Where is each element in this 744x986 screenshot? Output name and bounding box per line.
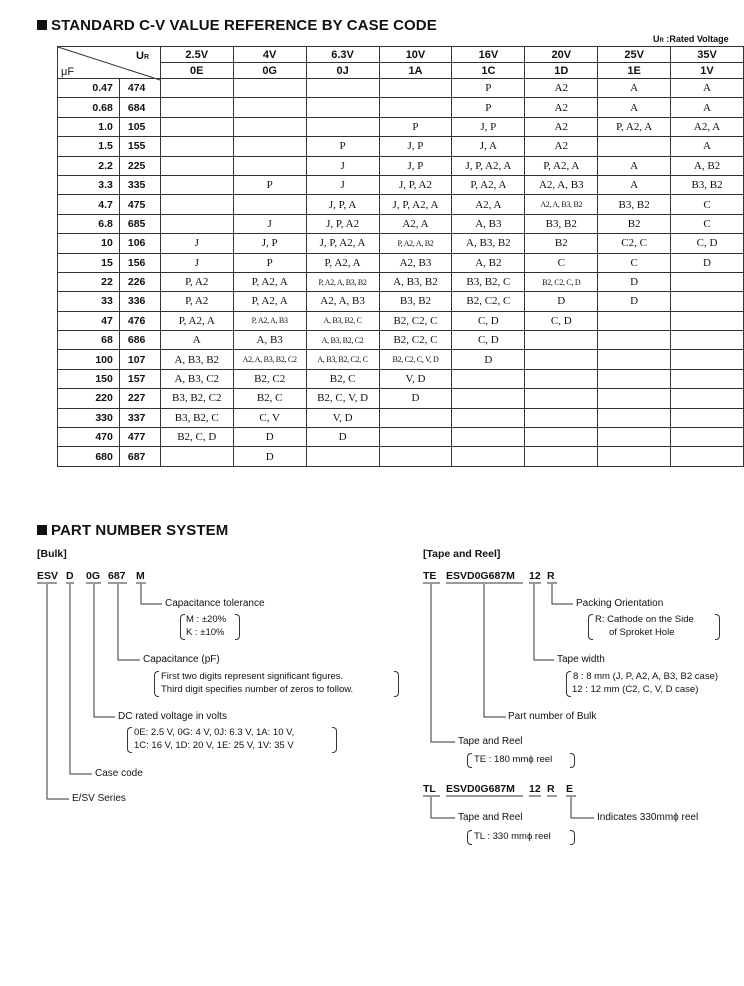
- tl-reel-label: Tape and Reel: [458, 812, 523, 823]
- capacitance-code: 227: [119, 389, 160, 408]
- capacitance-code: 107: [119, 350, 160, 369]
- capacitance-code: 687: [119, 447, 160, 466]
- te-reel-note: TE : 180 mmϕ reel: [474, 754, 553, 765]
- case-code-cell: J, P: [233, 234, 306, 253]
- case-code-cell: A, B3, B2: [160, 350, 233, 369]
- capacitance-value: 1.0: [58, 117, 120, 136]
- capacitance-value: 3.3: [58, 175, 120, 194]
- capacitance-value: 220: [58, 389, 120, 408]
- case-code-cell: P, A2, A: [233, 292, 306, 311]
- capacitance-value: 1.5: [58, 137, 120, 156]
- voltage-code-header: 0J: [306, 63, 379, 79]
- capacitance-value: 0.47: [58, 79, 120, 98]
- tape-heading: [Tape and Reel]: [423, 548, 501, 560]
- uf-label: μF: [61, 66, 75, 78]
- bracket-right: [332, 727, 337, 753]
- capacitance-code: 477: [119, 428, 160, 447]
- case-code-cell: B3, B2: [671, 175, 744, 194]
- voltage-code-header: 1A: [379, 63, 452, 79]
- capacitance-value: 68: [58, 331, 120, 350]
- case-code-cell: C: [525, 253, 598, 272]
- case-code-cell: V, D: [379, 369, 452, 388]
- case-code-cell: B3, B2: [525, 214, 598, 233]
- case-code-cell: J, A: [452, 137, 525, 156]
- capacitance-value: 33: [58, 292, 120, 311]
- case-code-cell: A2: [525, 79, 598, 98]
- capacitance-code: 474: [119, 79, 160, 98]
- case-code-cell: D: [598, 272, 671, 291]
- voltage-header: 35V: [671, 47, 744, 63]
- bracket-left: [467, 830, 472, 845]
- bulk-part-voltage: 0G: [86, 570, 101, 582]
- capacitance-code: 686: [119, 331, 160, 350]
- case-code-cell: B2, C2: [233, 369, 306, 388]
- capacitance-value: 22: [58, 272, 120, 291]
- tl-part-bulk: ESVD0G687M: [446, 783, 515, 795]
- voltage-codes-2: 1C: 16 V, 1D: 20 V, 1E: 25 V, 1V: 35 V: [134, 740, 294, 751]
- case-code-cell: B2, C: [306, 369, 379, 388]
- case-code-cell: D: [233, 447, 306, 466]
- bracket-right: [715, 614, 720, 640]
- case-code-cell: D: [379, 389, 452, 408]
- case-code-cell: A2, A: [379, 214, 452, 233]
- bulk-part-series: ESV: [37, 570, 59, 582]
- case-code-cell: P, A2, A, B2: [379, 234, 452, 253]
- case-code-cell: A2, B3: [379, 253, 452, 272]
- voltage-codes-1: 0E: 2.5 V, 0G: 4 V, 0J: 6.3 V, 1A: 10 V,: [134, 727, 295, 738]
- tape-width-label: Tape width: [557, 654, 605, 665]
- case-code-cell: J, P, A2, A: [306, 234, 379, 253]
- tl-part-width: 12: [529, 783, 541, 795]
- case-code-cell: B2, C2, C: [379, 331, 452, 350]
- voltage-code-header: 1D: [525, 63, 598, 79]
- tl-part-orientation: R: [547, 783, 555, 795]
- case-code-cell: J: [306, 175, 379, 194]
- case-code-cell: B2, C2, C, D: [525, 272, 598, 291]
- bracket-left: [127, 727, 132, 753]
- case-code-cell: A, B3, B2: [379, 272, 452, 291]
- capacitance-note-1: First two digits represent significant figures.: [161, 671, 344, 682]
- voltage-header: 20V: [525, 47, 598, 63]
- ur-label: UR: [136, 50, 150, 62]
- series-label: E/SV Series: [72, 793, 126, 804]
- case-code-cell: J, P, A2: [379, 175, 452, 194]
- case-code-cell: J, P: [452, 117, 525, 136]
- case-code-cell: D: [233, 428, 306, 447]
- case-code-cell: D: [525, 292, 598, 311]
- case-code-cell: D: [306, 428, 379, 447]
- case-code-cell: B3, B2, C: [160, 408, 233, 427]
- bracket-left: [467, 753, 472, 768]
- capacitance-value: 4.7: [58, 195, 120, 214]
- capacitance-value: 0.68: [58, 98, 120, 117]
- case-code-cell: P: [452, 98, 525, 117]
- tape-width-12: 12 : 12 mm (C2, C, V, D case): [572, 684, 699, 695]
- case-code-cell: A: [160, 331, 233, 350]
- case-code-cell: A, B3: [452, 214, 525, 233]
- case-code-cell: P, A2, A, B3, B2: [306, 272, 379, 291]
- capacitance-note-2: Third digit specifies number of zeros to follow.: [161, 684, 354, 695]
- case-code-cell: A, B3, B2, C2, C: [306, 350, 379, 369]
- capacitance-value: 150: [58, 369, 120, 388]
- case-code-cell: A2, A: [671, 117, 744, 136]
- tolerance-k: K : ±10%: [186, 627, 225, 638]
- capacitance-value: 2.2: [58, 156, 120, 175]
- case-code-cell: A2, A, B3: [306, 292, 379, 311]
- tape-part-orientation: R: [547, 570, 555, 582]
- case-code-cell: V, D: [306, 408, 379, 427]
- capacitance-code: 337: [119, 408, 160, 427]
- case-code-cell: B2, C2, C, V, D: [379, 350, 452, 369]
- case-code-cell: C, V: [233, 408, 306, 427]
- bulk-part-label: Part number of Bulk: [508, 711, 597, 722]
- tl-reel-note: TL : 330 mmϕ reel: [474, 831, 551, 842]
- voltage-code-header: 1V: [671, 63, 744, 79]
- case-code-cell: D: [598, 292, 671, 311]
- tape-width-8: 8 : 8 mm (J, P, A2, A, B3, B2 case): [573, 671, 719, 682]
- tolerance-m: M : ±20%: [186, 614, 227, 625]
- capacitance-code: 476: [119, 311, 160, 330]
- capacitance-value: 330: [58, 408, 120, 427]
- case-code-cell: J, P: [379, 156, 452, 175]
- case-code-cell: B2, C2, C: [379, 311, 452, 330]
- capacitance-code: 155: [119, 137, 160, 156]
- case-code-cell: C: [671, 214, 744, 233]
- case-code-cell: C, D: [525, 311, 598, 330]
- case-code-cell: J, P, A2: [306, 214, 379, 233]
- bulk-part-tolerance: M: [136, 570, 145, 582]
- capacitance-code: 336: [119, 292, 160, 311]
- case-code-cell: J: [160, 234, 233, 253]
- case-code-cell: A, B2: [452, 253, 525, 272]
- case-code-cell: A: [671, 98, 744, 117]
- capacitance-code: 225: [119, 156, 160, 175]
- case-code-cell: A, B3, B2, C: [306, 311, 379, 330]
- bulk-heading: [Bulk]: [37, 548, 67, 560]
- case-code-cell: J, P, A2, A: [452, 156, 525, 175]
- voltage-code-header: 1C: [452, 63, 525, 79]
- tl-part-tl: TL: [423, 783, 436, 795]
- voltage-header: 4V: [233, 47, 306, 63]
- case-code-cell: B2, C, D: [160, 428, 233, 447]
- case-code-cell: A, B2: [671, 156, 744, 175]
- orientation-label: Packing Orientation: [576, 598, 664, 609]
- case-code-cell: A2, A, B3: [525, 175, 598, 194]
- bracket-left: [566, 671, 571, 697]
- capacitance-label: Capacitance (pF): [143, 654, 220, 665]
- case-code-cell: A2: [525, 137, 598, 156]
- bulk-part-case: D: [66, 570, 74, 582]
- case-code-cell: P, A2, A: [598, 117, 671, 136]
- capacitance-value: 680: [58, 447, 120, 466]
- case-code-cell: B3, B2, C2: [160, 389, 233, 408]
- bracket-left: [588, 614, 593, 640]
- tape-part-bulk: ESVD0G687M: [446, 570, 515, 582]
- case-code-cell: J: [306, 156, 379, 175]
- capacitance-value: 470: [58, 428, 120, 447]
- case-code-cell: A2, A, B3, B2, C2: [233, 350, 306, 369]
- dc-voltage-label: DC rated voltage in volts: [118, 711, 227, 722]
- case-code-cell: B3, B2: [598, 195, 671, 214]
- case-code-cell: J: [160, 253, 233, 272]
- capacitance-value: 10: [58, 234, 120, 253]
- case-code-cell: A: [671, 79, 744, 98]
- bracket-right: [394, 671, 399, 697]
- voltage-header: 6.3V: [306, 47, 379, 63]
- voltage-header: 25V: [598, 47, 671, 63]
- capacitance-value: 47: [58, 311, 120, 330]
- tape-part-width: 12: [529, 570, 541, 582]
- case-code-cell: A, B3, C2: [160, 369, 233, 388]
- tl-part-e: E: [566, 783, 574, 795]
- case-code-cell: P, A2, A, B3: [233, 311, 306, 330]
- case-code-cell: P, A2, A: [306, 253, 379, 272]
- case-code-cell: A: [598, 175, 671, 194]
- case-code-cell: P, A2, A: [160, 311, 233, 330]
- bracket-right: [570, 830, 575, 845]
- tl-indicates-label: Indicates 330mmϕ reel: [597, 812, 699, 823]
- capacitance-code: 685: [119, 214, 160, 233]
- case-code-cell: P, A2, A: [452, 175, 525, 194]
- case-code-cell: B2, C: [233, 389, 306, 408]
- case-code-cell: A, B3, B2, C2: [306, 331, 379, 350]
- capacitance-code: 226: [119, 272, 160, 291]
- tape-part-te: TE: [423, 570, 437, 582]
- voltage-code-header: 0E: [160, 63, 233, 79]
- case-code-cell: A2, A: [452, 195, 525, 214]
- pn-section-title: PART NUMBER SYSTEM: [37, 522, 228, 539]
- capacitance-code: 105: [119, 117, 160, 136]
- case-code-cell: J, P, A: [306, 195, 379, 214]
- case-code-cell: P, A2: [160, 272, 233, 291]
- case-code-cell: C, D: [452, 311, 525, 330]
- voltage-header: 10V: [379, 47, 452, 63]
- orientation-note-2: of Sproket Hole: [609, 627, 675, 638]
- case-code-cell: P, A2, A: [525, 156, 598, 175]
- case-code-cell: P, A2, A: [233, 272, 306, 291]
- case-code-cell: C2, C: [598, 234, 671, 253]
- voltage-code-header: 1E: [598, 63, 671, 79]
- capacitance-code: 335: [119, 175, 160, 194]
- case-code-cell: C: [671, 195, 744, 214]
- capacitance-value: 6.8: [58, 214, 120, 233]
- case-code-cell: B2, C, V, D: [306, 389, 379, 408]
- case-code-cell: J: [233, 214, 306, 233]
- case-code-cell: A2, A, B3, B2: [525, 195, 598, 214]
- case-code-cell: A: [598, 79, 671, 98]
- case-code-cell: B2: [598, 214, 671, 233]
- capacitance-code: 684: [119, 98, 160, 117]
- cv-section-title: STANDARD C-V VALUE REFERENCE BY CASE CODE: [37, 17, 437, 34]
- case-code-label: Case code: [95, 768, 143, 779]
- case-code-cell: P, A2: [160, 292, 233, 311]
- case-code-cell: J, P, A2, A: [379, 195, 452, 214]
- capacitance-value: 100: [58, 350, 120, 369]
- case-code-cell: B3, B2, C: [452, 272, 525, 291]
- bracket-right: [570, 753, 575, 768]
- capacitance-code: 156: [119, 253, 160, 272]
- case-code-cell: C, D: [671, 234, 744, 253]
- bracket-right: [235, 614, 240, 640]
- voltage-header: 16V: [452, 47, 525, 63]
- capacitance-value: 15: [58, 253, 120, 272]
- bracket-left: [154, 671, 159, 697]
- capacitance-code: 106: [119, 234, 160, 253]
- case-code-cell: A: [598, 98, 671, 117]
- case-code-cell: D: [671, 253, 744, 272]
- capacitance-code: 157: [119, 369, 160, 388]
- case-code-cell: A2: [525, 117, 598, 136]
- case-code-cell: P: [306, 137, 379, 156]
- case-code-cell: A2: [525, 98, 598, 117]
- bulk-part-capacitance: 687: [108, 570, 126, 582]
- case-code-cell: A: [671, 137, 744, 156]
- case-code-cell: A, B3, B2: [452, 234, 525, 253]
- case-code-cell: A, B3: [233, 331, 306, 350]
- rated-voltage-note: UR :Rated Voltage: [653, 34, 729, 44]
- case-code-cell: J, P: [379, 137, 452, 156]
- orientation-note-1: R: Cathode on the Side: [595, 614, 694, 625]
- bracket-left: [180, 614, 185, 640]
- tolerance-label: Capacitance tolerance: [165, 598, 265, 609]
- case-code-cell: P: [379, 117, 452, 136]
- case-code-cell: B2: [525, 234, 598, 253]
- case-code-cell: B2, C2, C: [452, 292, 525, 311]
- case-code-cell: P: [233, 253, 306, 272]
- case-code-cell: C: [598, 253, 671, 272]
- case-code-cell: B3, B2: [379, 292, 452, 311]
- voltage-header: 2.5V: [160, 47, 233, 63]
- case-code-cell: P: [233, 175, 306, 194]
- case-code-cell: C, D: [452, 331, 525, 350]
- voltage-code-header: 0G: [233, 63, 306, 79]
- case-code-cell: P: [452, 79, 525, 98]
- capacitance-code: 475: [119, 195, 160, 214]
- case-code-cell: A: [598, 156, 671, 175]
- tape-reel-label: Tape and Reel: [458, 736, 523, 747]
- case-code-cell: D: [452, 350, 525, 369]
